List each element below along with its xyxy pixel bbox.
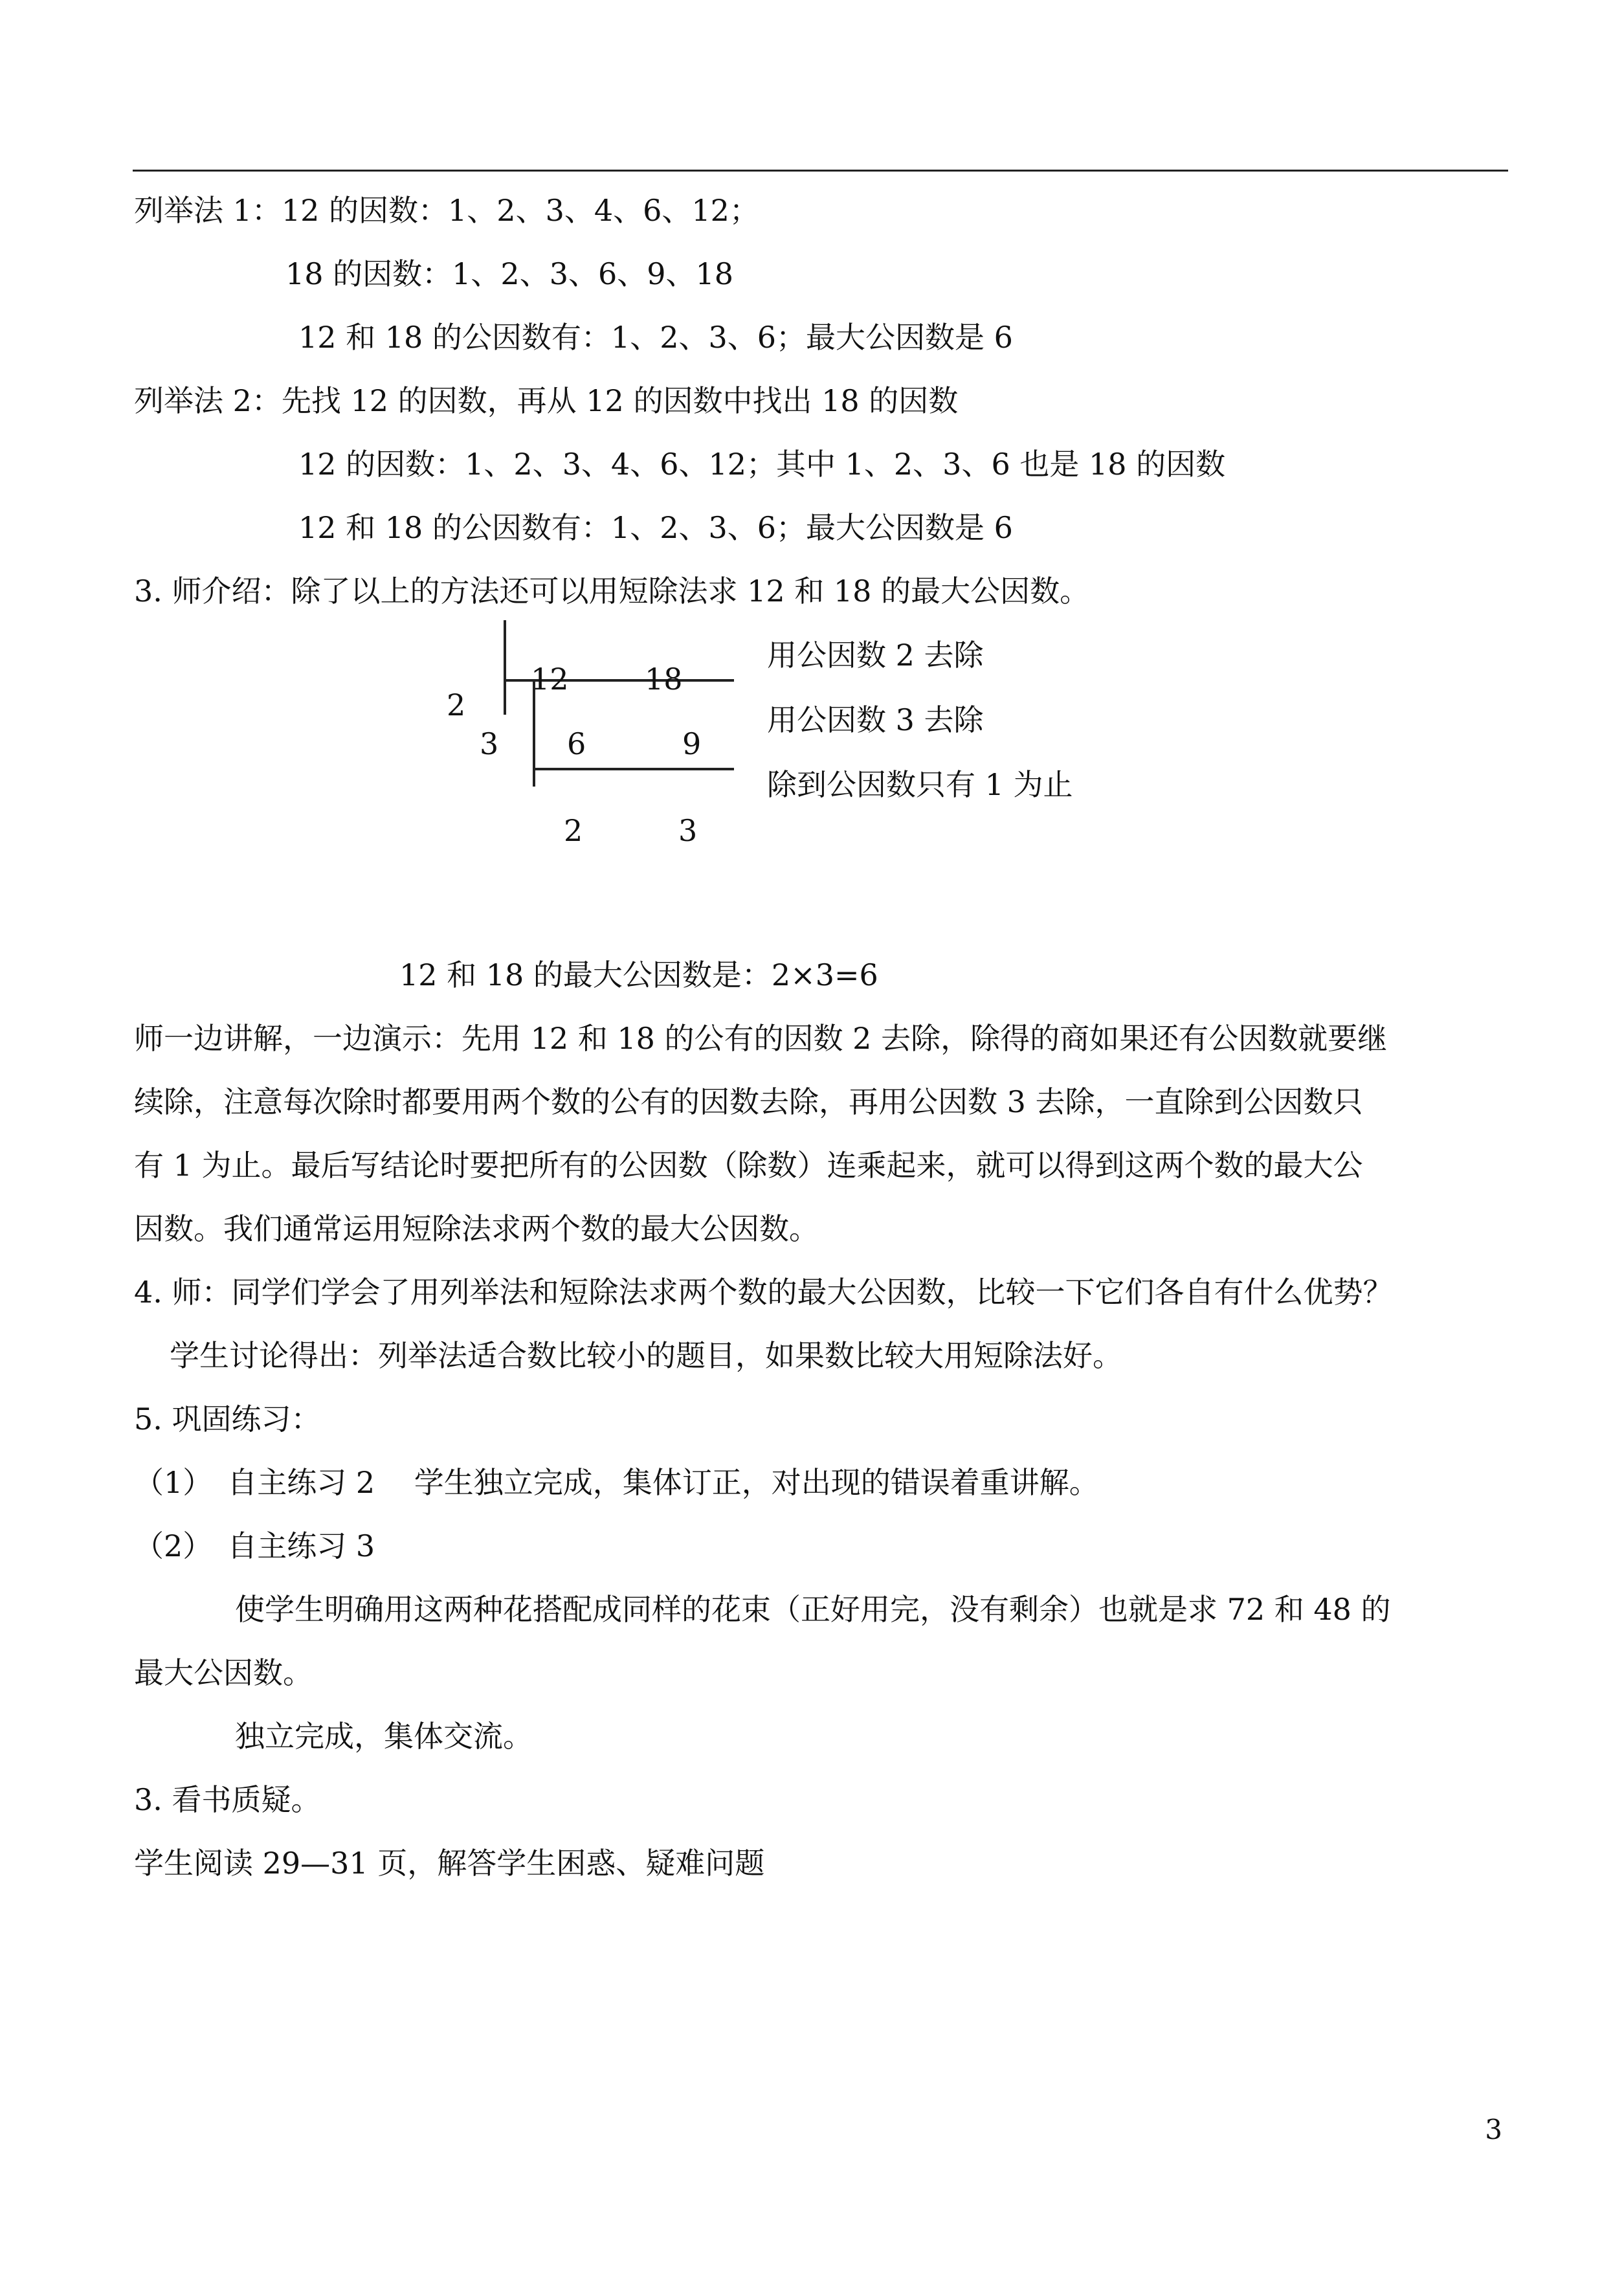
note-divide-by-2: 用公因数 2 去除 <box>767 638 984 673</box>
divisor-2: 2 <box>447 688 466 722</box>
line-section-3: 3. 看书质疑。 <box>134 1782 321 1817</box>
line-gcd-result: 12 和 18 的最大公因数是：2×3=6 <box>399 957 878 992</box>
header-rule <box>133 170 1508 172</box>
line-section-5: 5. 巩固练习： <box>134 1402 321 1437</box>
line-reading: 学生阅读 29—31 页，解答学生困惑、疑难问题 <box>134 1846 765 1881</box>
line-exercise-2: （2） 自主练习 3 <box>134 1528 375 1563</box>
line-common-factors-1: 12 和 18 的公因数有：1、2、3、6；最大公因数是 6 <box>298 320 1013 355</box>
quotient-9: 9 <box>682 726 702 761</box>
line-teacher-intro: 3. 师介绍：除了以上的方法还可以用短除法求 12 和 18 的最大公因数。 <box>134 574 1090 609</box>
quotient-6: 6 <box>567 726 586 761</box>
dividend-18: 18 <box>645 662 683 697</box>
paragraph-line-1: 师一边讲解，一边演示：先用 12 和 18 的公有的因数 2 去除，除得的商如果还有公因数就要继 <box>134 1021 1388 1056</box>
line-discussion: 学生讨论得出：列举法适合数比较小的题目，如果数比较大用短除法好。 <box>170 1338 1122 1373</box>
line-exercise-1: （1） 自主练习 2 学生独立完成，集体订正，对出现的错误着重讲解。 <box>134 1465 1099 1500</box>
line-factors-12: 12 的因数：1、2、3、4、6、12；其中 1、2、3、6 也是 18 的因数 <box>298 447 1226 482</box>
dividend-12: 12 <box>531 662 569 697</box>
line-list-method-2: 列举法 2：先找 12 的因数，再从 12 的因数中找出 18 的因数 <box>134 383 959 418</box>
note-until-1: 除到公因数只有 1 为止 <box>767 767 1073 802</box>
paragraph-line-4: 因数。我们通常运用短除法求两个数的最大公因数。 <box>134 1211 819 1246</box>
line-common-factors-2: 12 和 18 的公因数有：1、2、3、6；最大公因数是 6 <box>298 510 1013 545</box>
divisor-3: 3 <box>480 726 499 761</box>
paragraph-line-2: 续除，注意每次除时都要用两个数的公有的因数去除，再用公因数 3 去除，一直除到公因数只 <box>134 1084 1363 1119</box>
note-divide-by-3: 用公因数 3 去除 <box>767 702 984 737</box>
line-exercise-desc-1: 使学生明确用这两种花搭配成同样的花束（正好用完，没有剩余）也就是求 72 和 48 的 <box>235 1592 1391 1627</box>
quotient-3: 3 <box>678 813 698 848</box>
quotient-2: 2 <box>564 813 583 848</box>
division-bracket-2-horizontal <box>533 768 734 770</box>
line-factors-18: 18 的因数：1、2、3、6、9、18 <box>285 256 734 291</box>
paragraph-line-3: 有 1 为止。最后写结论时要把所有的公因数（除数）连乘起来，就可以得到这两个数的最大公 <box>134 1148 1363 1183</box>
line-list-method-1: 列举法 1：12 的因数：1、2、3、4、6、12； <box>134 193 759 228</box>
page-number: 3 <box>1485 2114 1502 2145</box>
line-independent: 独立完成，集体交流。 <box>235 1719 533 1754</box>
line-question-4: 4. 师：同学们学会了用列举法和短除法求两个数的最大公因数，比较一下它们各自有什么优势？ <box>134 1275 1393 1310</box>
line-exercise-desc-2: 最大公因数。 <box>134 1655 313 1690</box>
division-bracket-1-vertical <box>504 620 506 715</box>
